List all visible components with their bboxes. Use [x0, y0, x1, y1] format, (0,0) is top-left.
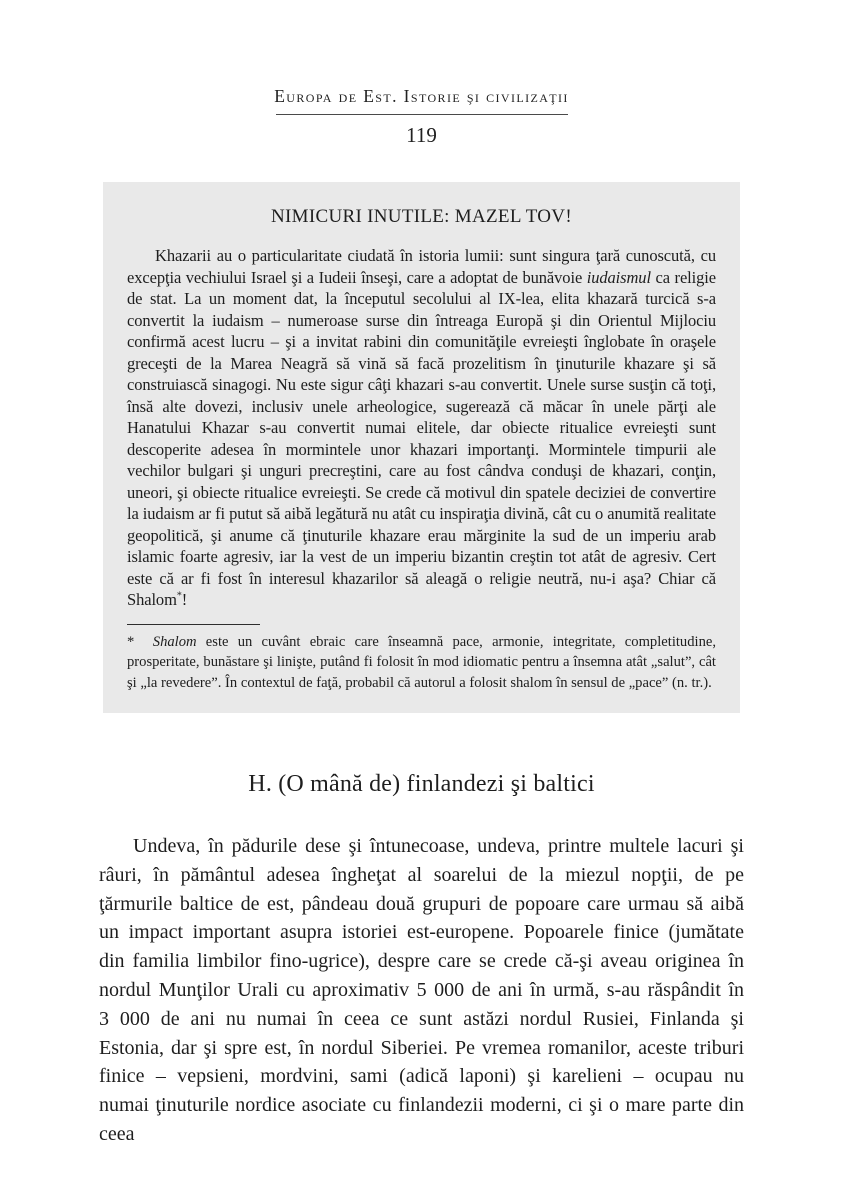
- footnote-rule: [127, 624, 260, 625]
- body-paragraph: Undeva, în pădurile dese şi întunecoase, undeva, printre multele lacuri şi râuri, în pământul adesea îngheţat al soarelui de la miezul nopţii, de pe ţărmurile baltice de est, pândeau două grupuri de popoare care urmau să aibă un impact important asupra istoriei est-europene. Popoarele finice (jumătate din familia limbilor fino-ugrice), despre care se crede că-şi aveau originea în nordul Munţilor Urali cu aproximativ 5 000 de ani în urmă, s-au răspândit în 3 000 de ani nu numai în ceea ce sunt astăzi nordul Rusiei, Finlanda şi Estonia, dar şi spre est, în nordul Siberiei. Pe vremea romanilor, aceste triburi finice – vepsieni, mordvini, sami (adică laponi) şi karelieni – ocupau nu numai ţinuturile nordice asociate cu finlandezii moderni, ci şi o mare parte din ceea: [99, 835, 745, 1145]
- header-rule: [276, 114, 568, 115]
- sidebar-infobox: [103, 182, 740, 713]
- running-header: Europa de Est. Istorie şi civilizaţii: [274, 86, 569, 106]
- infobox-title: NIMICURI INUTILE: MAZEL TOV!: [271, 206, 572, 227]
- page-number: 119: [406, 123, 437, 147]
- page-header: [0, 0, 843, 148]
- infobox-paragraph: Khazarii au o particularitate ciudată în istoria lumii: sunt singura ţară cunoscută, cu excepţia vechiului Israel şi a Iudeii înseşi, care a adoptat de bunăvoie iudaismul ca religie de stat. La un moment dat, la începutul secolului al IX-lea, elita khazară turcică s-a convertit la iudaism – numeroase surse din întreaga Europă şi din Orientul Mijlociu confirmă acest lucru – şi a invitat rabini din comunităţile evreieşti înglobate în oraşele greceşti de la Marea Neagră să vină să facă prozelitism în ţinuturile khazare şi să construiască sinagogi. Nu este sigur câţi khazari s-au convertit. Unele surse susţin că toţi, însă alte dovezi, inclusiv unele arheologice, sugerează că măcar în unele părţi ale Hanatului Khazar s-au convertit numai elitele, dar obiecte ritualice evreieşti sunt descoperite adesea în mormintele unor khazari importanţi. Mormintele timpurii ale vechilor bulgari şi unguri precreştini, care au fost cândva conduşi de khazari, conţin, uneori, şi obiecte ritualice evreieşti. Se crede că motivul din spatele deciziei de convertire la iudaism ar fi putut să aibă legătură nu atât cu inspiraţia divină, cât cu o anumită realitate geopolitică, şi anume că ţinuturile khazare erau mărginite la sud de un imperiu arab islamic foarte agresiv, iar la vest de un imperiu bizantin creştin tot atât de agresiv. Cert este că ar fi fost în interesul khazarilor să aleagă o religie neutră, nu-i aşa? Chiar că Shalom*!: [127, 246, 716, 609]
- infobox-footnote: * Shalom este un cuvânt ebraic care înseamnă pace, armonie, integritate, completitudine, prosperitate, bunăstare şi linişte, putând fi folosit în mod idiomatic pentru a însemna atât „salut”, cât şi „la revedere”. În contextul de faţă, probabil că autorul a folosit shalom în sensul de „pace” (n. tr.).: [127, 633, 716, 691]
- section-heading: H. (O mână de) finlandezi şi baltici: [248, 771, 595, 797]
